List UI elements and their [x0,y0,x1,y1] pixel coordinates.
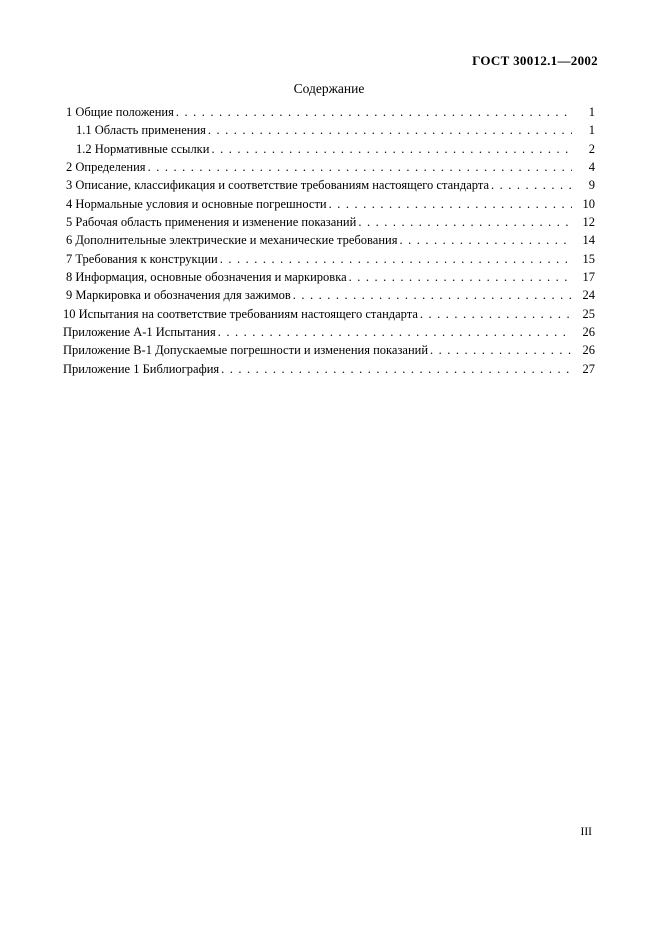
toc-entry [63,250,595,268]
toc-dot-leader [148,158,572,176]
toc-dot-leader [430,341,572,359]
toc-dot-leader [218,323,572,341]
toc-entry-page: 26 [582,343,595,358]
toc-entry-label: 6 Дополнительные электрические и механические требования [66,233,398,248]
toc-entry-page: 27 [582,361,595,376]
toc-entry-page: 15 [582,251,595,266]
toc-entry [63,140,595,158]
toc-entry-label: 8 Информация, основные обозначения и маркировка [66,270,347,285]
toc-dot-leader [176,103,572,121]
toc-entry [63,305,595,323]
toc-dot-leader [208,121,572,139]
toc-entry-label: 5 Рабочая область применения и изменение показаний [66,215,357,230]
toc-entry-page: 1 [588,105,595,119]
toc-dot-leader [420,305,572,323]
toc-entry [63,195,595,213]
toc-entry-page: 10 [582,196,595,211]
toc-entry-page: 25 [582,306,595,321]
toc-dot-leader [349,268,572,286]
toc-entry-label: 10 Испытания на соответствие требованиям настоящего стандарта [63,306,418,321]
toc-entry-label: Приложение А-1 Испытания [63,325,216,340]
toc-entry [63,286,595,304]
toc-entry-label: 1 Общие положения [66,105,174,119]
toc-entry-page: 4 [588,160,595,175]
toc-dot-leader [211,140,572,158]
toc-entry-page: 14 [582,233,595,248]
toc-dot-leader [293,286,572,304]
toc-dot-leader [220,250,572,268]
toc-entry-label: 1.2 Нормативные ссылки [76,141,210,156]
toc-entry-label: Приложение 1 Библиография [63,361,220,376]
standard-number-header: ГОСТ 30012.1—2002 [472,53,598,68]
toc-entry [63,360,595,378]
toc-entry-page: 17 [582,270,595,285]
toc-entry [63,213,595,231]
toc-entry [63,231,595,249]
toc-entry-page: 2 [588,141,595,156]
toc-entry-page: 1 [588,123,595,138]
toc-entry [63,121,595,139]
toc-entry [63,103,595,121]
toc-entry-page: 12 [582,215,595,230]
toc-entry [63,323,595,341]
toc-dot-leader [221,360,572,378]
toc-entry [63,341,595,359]
toc-entry-page: 9 [588,178,595,193]
toc-entry-label: 3 Описание, классификация и соответствие требованиям настоящего стандарта [66,178,489,193]
toc-entry [63,268,595,286]
toc-entry-label: 7 Требования к конструкции [66,251,218,266]
toc-entry-label: 4 Нормальные условия и основные погрешности [66,196,327,211]
toc-entry-label: 2 Определения [66,160,146,175]
toc-dot-leader [491,176,572,194]
toc-entry-label: 9 Маркировка и обозначения для зажимов [66,288,291,303]
toc-entry [63,176,595,194]
toc-entry-page: 24 [582,288,595,303]
toc-entry-page: 26 [582,325,595,340]
toc-entry [63,158,595,176]
page-folio: III [580,826,592,838]
table-of-contents [63,103,595,378]
toc-entry-label: Приложение В-1 Допускаемые погрешности и изменения показаний [63,343,429,358]
toc-dot-leader [358,213,572,231]
toc-dot-leader [399,231,572,249]
toc-dot-leader [329,195,572,213]
toc-entry-label: 1.1 Область применения [76,123,206,138]
toc-title: Содержание [293,81,365,96]
